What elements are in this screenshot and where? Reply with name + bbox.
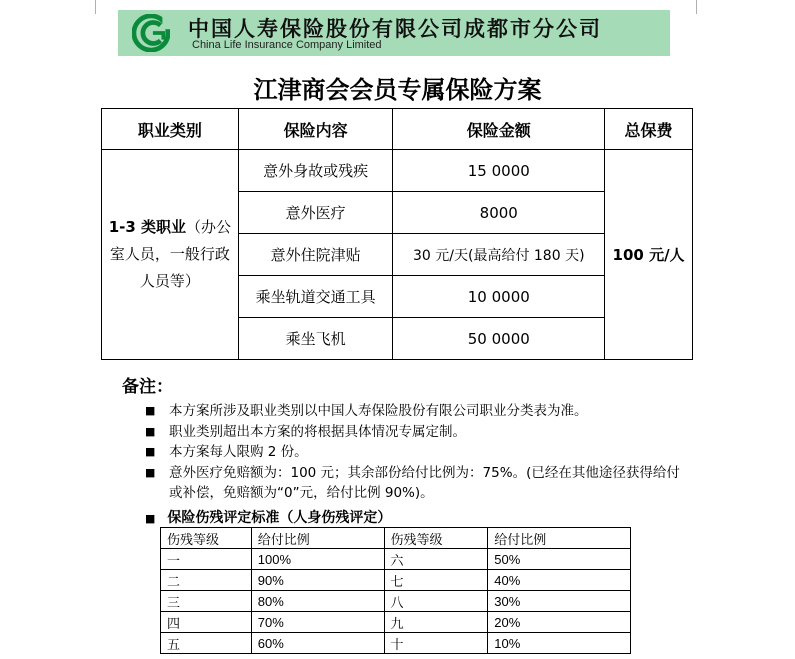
header-grade-right: 伤残等级: [384, 528, 488, 549]
company-name-cn: 中国人寿保险股份有限公司成都市分公司: [188, 17, 602, 41]
crop-mark-right: [696, 0, 697, 14]
ratio-cell: 100%: [251, 549, 384, 570]
note-text: 意外医疗免赔额为：100 元；其余部份给付比例为：75%。(已经在其他途径获得给付或补偿，免赔额为“0”元，给付比例 90%)。: [169, 464, 680, 501]
ratio-cell: 50%: [488, 549, 631, 570]
ratio-cell: 10%: [488, 633, 631, 654]
header-premium: 总保费: [605, 109, 693, 150]
ratio-cell: 80%: [251, 591, 384, 612]
ratio-cell: 40%: [488, 570, 631, 591]
ratio-cell: 30%: [488, 591, 631, 612]
grade-cell: 九: [384, 612, 488, 633]
list-item: [145, 422, 690, 443]
plan-header-row: [102, 109, 693, 150]
note-text: 本方案每人限购 2 份。: [169, 444, 308, 460]
table-row: [161, 633, 631, 654]
list-item: [145, 401, 690, 422]
grade-cell: 三: [161, 591, 252, 612]
note-text: 职业类别超出本方案的将根据具体情况专属定制。: [169, 423, 466, 440]
grade-cell: 十: [384, 633, 488, 654]
coverage-amount: 10 0000: [393, 276, 605, 318]
ratio-cell: 70%: [251, 612, 384, 633]
bullet-icon: ■: [145, 512, 156, 525]
company-name-en: China Life Insurance Company Limited: [192, 39, 382, 51]
header-amount: 保险金额: [393, 109, 605, 150]
coverage-amount: 30 元/天(最高给付 180 天): [393, 234, 605, 276]
company-banner: [118, 10, 670, 56]
bullet-icon: ■: [145, 445, 156, 458]
bullet-icon: ■: [145, 465, 156, 479]
ratio-cell: 20%: [488, 612, 631, 633]
job-class-cell: [102, 150, 239, 360]
grade-cell: 二: [161, 570, 252, 591]
coverage-content: 意外身故或残疾: [238, 150, 393, 192]
page-title: 江津商会会员专属保险方案: [253, 76, 542, 104]
grade-table: [160, 527, 631, 654]
notes-title: 备注：: [122, 377, 173, 397]
header-content: 保险内容: [238, 109, 393, 150]
bullet-icon: ■: [145, 404, 156, 417]
crop-mark-left: [95, 0, 96, 14]
header-grade-left: 伤残等级: [161, 528, 252, 549]
grade-cell: 六: [384, 549, 488, 570]
table-row: [161, 570, 631, 591]
coverage-content: 意外医疗: [238, 192, 393, 234]
header-job-class: 职业类别: [102, 109, 239, 150]
job-class-bold: 1-3 类职业: [108, 218, 187, 236]
coverage-content: 意外住院津贴: [238, 234, 393, 276]
premium-cell: 100 元/人: [605, 150, 693, 360]
ratio-cell: 90%: [251, 570, 384, 591]
coverage-amount: 8000: [393, 192, 605, 234]
plan-table: [101, 108, 693, 360]
grade-cell: 八: [384, 591, 488, 612]
grade-cell: 四: [161, 612, 252, 633]
header-ratio-right: 给付比例: [488, 528, 631, 549]
table-row: [161, 591, 631, 612]
table-row: [161, 549, 631, 570]
table-row: [161, 612, 631, 633]
list-item: [145, 463, 690, 504]
job-class-detail: （办公室人员，一般行政人员等）: [109, 218, 232, 290]
list-item: [145, 442, 690, 463]
ratio-cell: 60%: [251, 633, 384, 654]
coverage-amount: 15 0000: [393, 150, 605, 192]
grade-table-title: [145, 507, 391, 527]
notes-list: [145, 401, 690, 504]
grade-cell: 七: [384, 570, 488, 591]
coverage-content: 乘坐飞机: [238, 318, 393, 360]
note-text: 本方案所涉及职业类别以中国人寿保险股份有限公司职业分类表为准。: [169, 403, 588, 419]
grade-cell: 一: [161, 549, 252, 570]
grade-cell: 五: [161, 633, 252, 654]
grade-header-row: [161, 528, 631, 549]
coverage-amount: 50 0000: [393, 318, 605, 360]
china-life-logo-icon: [132, 14, 170, 52]
table-row: [102, 150, 693, 192]
coverage-content: 乘坐轨道交通工具: [238, 276, 393, 318]
grade-title-text: 保险伤残评定标准（人身伤残评定）: [167, 510, 392, 526]
header-ratio-left: 给付比例: [251, 528, 384, 549]
bullet-icon: ■: [145, 424, 156, 438]
